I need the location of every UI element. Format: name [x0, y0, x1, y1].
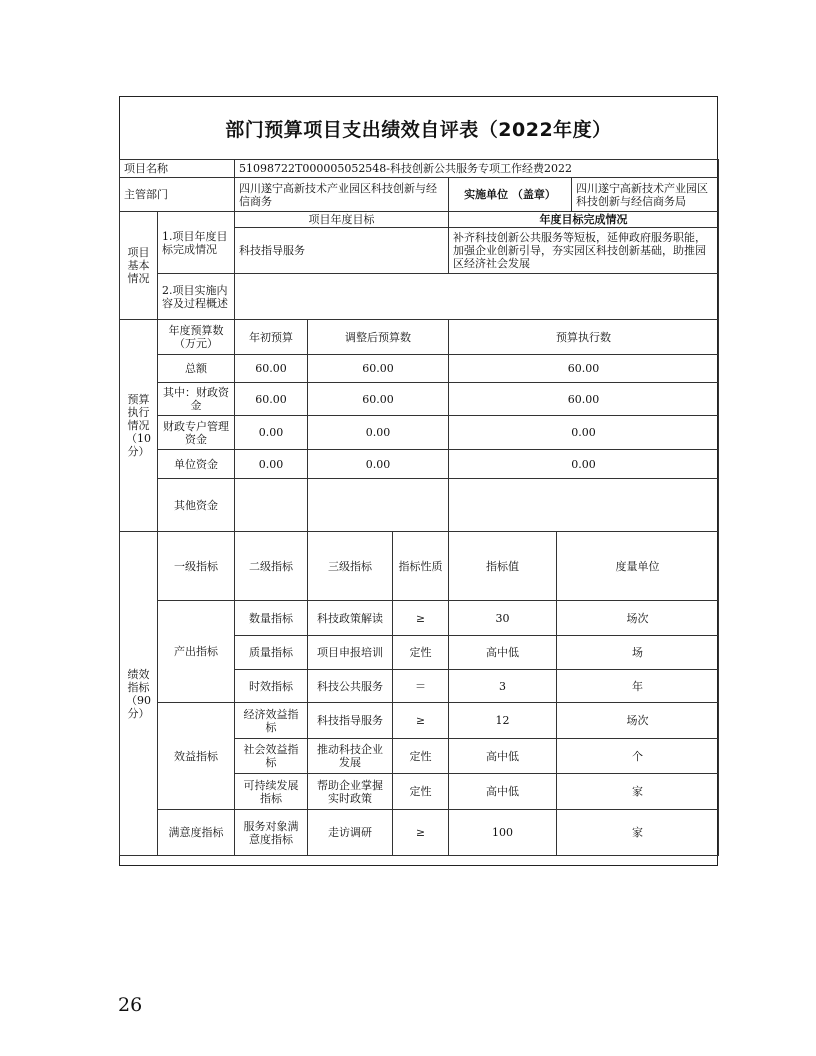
perf-level2: 数量指标 — [235, 601, 308, 636]
impl-unit-label: 实施单位 （盖章） — [449, 178, 572, 212]
perf-level3: 科技指导服务 — [308, 703, 393, 739]
budget-executed-value: 0.00 — [449, 450, 719, 479]
perf-value: 100 — [449, 810, 557, 856]
budget-row-label: 财政专户管理资金 — [158, 416, 235, 450]
budget-adjusted-value: 0.00 — [308, 450, 449, 479]
perf-header-value: 指标值 — [449, 532, 557, 601]
goal-label: 1.项目年度目标完成情况 — [158, 212, 235, 274]
perf-nature: ≥ — [393, 601, 449, 636]
evaluation-table — [119, 159, 719, 856]
budget-initial-value: 60.00 — [235, 383, 308, 416]
project-name-value: 51098722T000005052548-科技创新公共服务专项工作经费2022 — [235, 160, 719, 178]
perf-unit: 场次 — [557, 703, 719, 739]
budget-executed-value: 60.00 — [449, 383, 719, 416]
budget-header-label: 年度预算数（万元） — [158, 320, 235, 355]
perf-level2: 社会效益指标 — [235, 739, 308, 774]
basic-info-label: 项目基本情况 — [120, 212, 158, 320]
perf-value: 高中低 — [449, 636, 557, 670]
dept-label: 主管部门 — [120, 178, 235, 212]
budget-initial-value: 60.00 — [235, 355, 308, 383]
perf-level3: 帮助企业掌握实时政策 — [308, 774, 393, 810]
budget-initial-value: 0.00 — [235, 450, 308, 479]
perf-level2: 质量指标 — [235, 636, 308, 670]
perf-unit: 家 — [557, 810, 719, 856]
budget-row-label: 其中：财政资金 — [158, 383, 235, 416]
perf-level3: 走访调研 — [308, 810, 393, 856]
impl-content-value — [235, 274, 719, 320]
budget-adjusted-value: 0.00 — [308, 416, 449, 450]
budget-col-adjusted: 调整后预算数 — [308, 320, 449, 355]
perf-value: 30 — [449, 601, 557, 636]
perf-value: 3 — [449, 670, 557, 703]
budget-adjusted-value: 60.00 — [308, 383, 449, 416]
perf-unit: 家 — [557, 774, 719, 810]
budget-col-executed: 预算执行数 — [449, 320, 719, 355]
impl-unit-value: 四川遂宁高新技术产业园区科技创新与经信商务局 — [572, 178, 719, 212]
perf-nature: 定性 — [393, 774, 449, 810]
perf-section-label: 绩效指标（90分） — [120, 532, 158, 856]
perf-level1: 满意度指标 — [158, 810, 235, 856]
form-title: 部门预算项目支出绩效自评表（2022年度） — [225, 118, 612, 141]
completion-header: 年度目标完成情况 — [449, 212, 719, 228]
perf-level2: 可持续发展指标 — [235, 774, 308, 810]
budget-row-label: 单位资金 — [158, 450, 235, 479]
perf-nature: 定性 — [393, 636, 449, 670]
goal-header: 项目年度目标 — [235, 212, 449, 228]
perf-nature: ＝ — [393, 670, 449, 703]
page-number: 26 — [118, 994, 143, 1016]
perf-value: 高中低 — [449, 774, 557, 810]
budget-initial-value — [235, 479, 308, 532]
perf-header-level2: 二级指标 — [235, 532, 308, 601]
completion-value: 补齐科技创新公共服务等短板，延伸政府服务职能，加强企业创新引导，夯实园区科技创新基础，助推园区经济社会发展 — [449, 228, 719, 274]
perf-value: 高中低 — [449, 739, 557, 774]
budget-row-label: 其他资金 — [158, 479, 235, 532]
perf-nature: 定性 — [393, 739, 449, 774]
budget-col-initial: 年初预算 — [235, 320, 308, 355]
perf-level3: 推动科技企业发展 — [308, 739, 393, 774]
perf-unit: 场次 — [557, 601, 719, 636]
project-name-label: 项目名称 — [120, 160, 235, 178]
impl-content-label: 2.项目实施内容及过程概述 — [158, 274, 235, 320]
budget-executed-value — [449, 479, 719, 532]
perf-level3: 科技政策解读 — [308, 601, 393, 636]
perf-nature: ≥ — [393, 703, 449, 739]
budget-section-label: 预算执行情况（10分） — [120, 320, 158, 532]
perf-header-nature: 指标性质 — [393, 532, 449, 601]
perf-level3: 项目申报培训 — [308, 636, 393, 670]
perf-level1: 效益指标 — [158, 703, 235, 810]
budget-adjusted-value — [308, 479, 449, 532]
perf-level3: 科技公共服务 — [308, 670, 393, 703]
budget-executed-value: 0.00 — [449, 416, 719, 450]
perf-nature: ≥ — [393, 810, 449, 856]
perf-header-level3: 三级指标 — [308, 532, 393, 601]
perf-value: 12 — [449, 703, 557, 739]
perf-level1: 产出指标 — [158, 601, 235, 703]
perf-level2: 经济效益指标 — [235, 703, 308, 739]
perf-unit: 个 — [557, 739, 719, 774]
perf-unit: 场 — [557, 636, 719, 670]
perf-header-level1: 一级指标 — [158, 532, 235, 601]
budget-adjusted-value: 60.00 — [308, 355, 449, 383]
perf-unit: 年 — [557, 670, 719, 703]
budget-executed-value: 60.00 — [449, 355, 719, 383]
budget-initial-value: 0.00 — [235, 416, 308, 450]
goal-value: 科技指导服务 — [235, 228, 449, 274]
perf-header-unit: 度量单位 — [557, 532, 719, 601]
perf-level2: 时效指标 — [235, 670, 308, 703]
evaluation-form — [119, 96, 718, 866]
perf-level2: 服务对象满意度指标 — [235, 810, 308, 856]
dept-value: 四川遂宁高新技术产业园区科技创新与经信商务 — [235, 178, 449, 212]
budget-row-label: 总额 — [158, 355, 235, 383]
